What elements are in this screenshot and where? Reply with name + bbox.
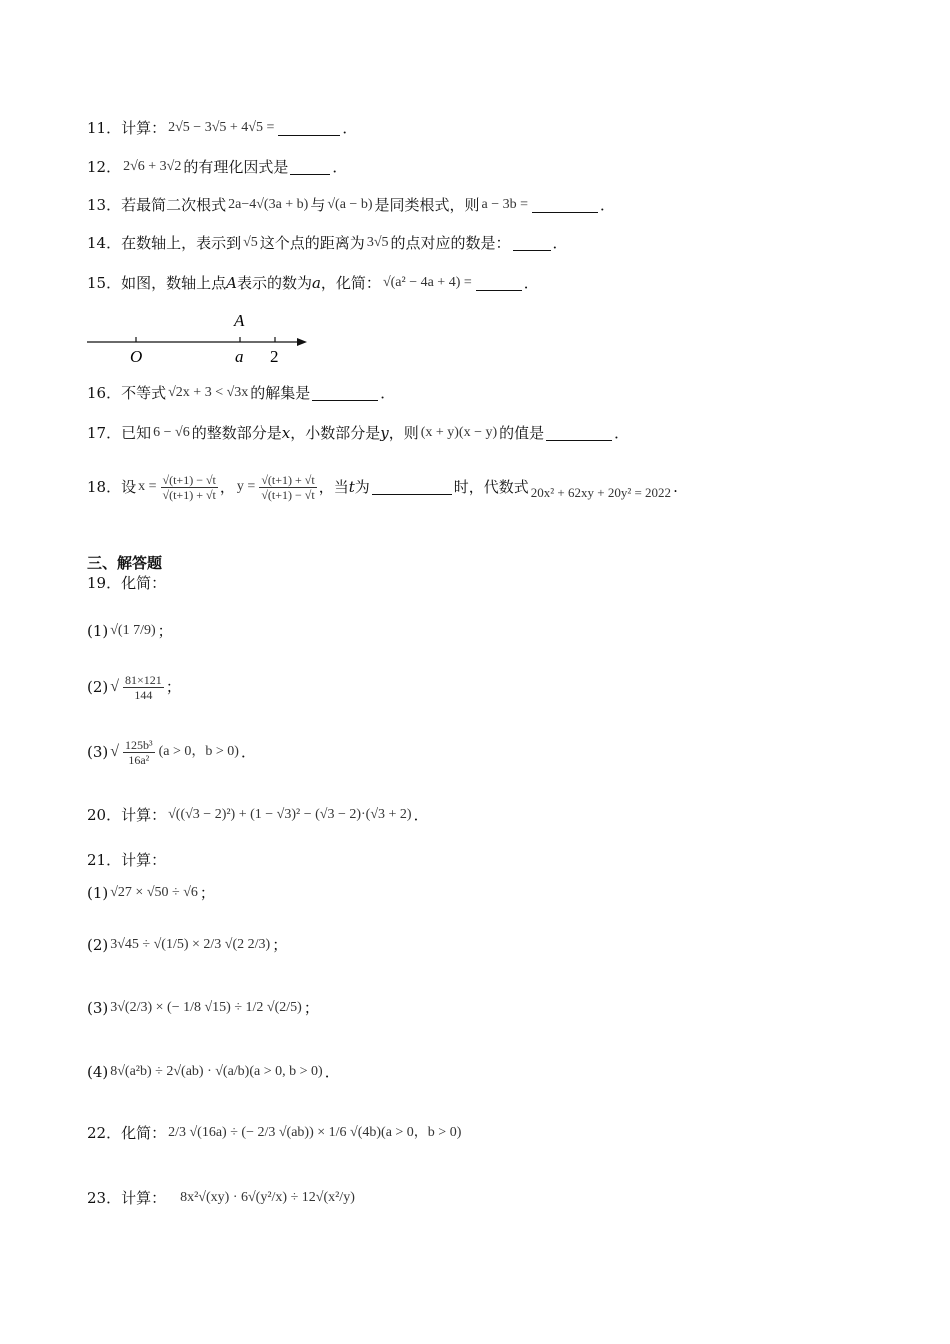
question-12: 12． 2√6 + 3√2 的有理化因式是 ． xyxy=(87,158,348,176)
q15-expression: √(a² − 4a + 4) = xyxy=(382,275,472,290)
q13-radical-1: 2a−4√(3a + b) xyxy=(228,197,309,212)
question-19: 19． 化简： xyxy=(87,574,167,592)
question-23: 23． 计算： 8x²√(xy) · 6√(y²/x) ÷ 12√(x²/y) xyxy=(87,1189,355,1207)
question-21-part-1: (1) √27 × √50 ÷ √6 ； xyxy=(87,884,215,902)
q21-3-expression: 3√(2/3) × (− 1/8 √15) ÷ 1/2 √(2/5) xyxy=(110,1000,302,1015)
q14-3sqrt5: 3√5 xyxy=(366,235,389,250)
q21-2-expression: 3√45 ÷ √(1/5) × 2/3 √(2 2/3) xyxy=(110,937,271,952)
q14-sqrt5: √5 xyxy=(243,235,258,250)
q18-y-fraction: $\frac{√(t+1) + √t}{√(t+1) - √t}$ xyxy=(261,472,315,502)
q19-3-fraction: $\frac{\text{125b³}}{\text{16a²}}$ xyxy=(125,737,153,767)
question-13: 13． 若最简二次根式 2a−4√(3a + b) 与 √(a − b) 是同类根式，则 a − 3b = ． xyxy=(87,196,616,214)
question-21: 21． 计算： xyxy=(87,851,167,869)
q23-expression: 8x²√(xy) · 6√(y²/x) ÷ 12√(x²/y) xyxy=(180,1190,355,1205)
question-15: 15． 如图，数轴上点 A 表示的数为 a ，化简： √(a² − 4a + 4) = ． xyxy=(87,274,539,292)
label-O: O xyxy=(130,347,143,366)
q21-4-expression: 8√(a²b) ÷ 2√(ab) · √(a/b)(a > 0, b > 0) xyxy=(110,1064,323,1079)
q12-expression: 2√6 + 3√2 xyxy=(123,159,182,174)
section-title: 三、解答题 xyxy=(87,554,163,572)
question-19-part-3: (3) √ $\frac{\text{125b³}}{\text{16a²}}$ (a > 0，b > 0) ． xyxy=(87,737,256,767)
q13-radical-2: √(a − b) xyxy=(327,197,373,212)
answer-blank[interactable] xyxy=(312,386,378,401)
question-21-part-4: (4) 8√(a²b) ÷ 2√(ab) · √(a/b)(a > 0, b > 0) ． xyxy=(87,1063,340,1081)
question-21-part-3: (3) 3√(2/3) × (− 1/8 √15) ÷ 1/2 √(2/5) ； xyxy=(87,999,319,1017)
q18-expression: 20x² + 62xy + 20y² = 2022 xyxy=(530,485,672,500)
label-A: A xyxy=(234,311,245,330)
q20-expression: √((√3 − 2)²) + (1 − √3)² − (√3 − 2)·(√3 + 2) xyxy=(168,807,412,822)
q18-x-fraction: $\frac{√(t+1) - √t}{√(t+1) + √t}$ xyxy=(162,472,216,502)
answer-blank[interactable] xyxy=(546,426,612,441)
q19-1-expression: √(1 7/9) xyxy=(110,623,156,638)
q21-1-expression: √27 × √50 ÷ √6 xyxy=(110,885,198,900)
question-20: 20． 计算： √((√3 − 2)²) + (1 − √3)² − (√3 − 2)·(√3 + 2) ． xyxy=(87,806,429,824)
label-2: 2 xyxy=(270,347,279,366)
label-a: a xyxy=(235,347,244,366)
question-19-part-1: (1) √(1 7/9) ； xyxy=(87,622,173,640)
question-14: 14． 在数轴上，表示到 √5 这个点的距离为 3√5 的点对应的数是： ． xyxy=(87,234,568,252)
q13-expression: a − 3b = xyxy=(481,197,529,212)
answer-blank[interactable] xyxy=(476,276,522,291)
answer-blank[interactable] xyxy=(290,160,330,175)
question-18: 18． 设 x = $\frac{√(t+1) - √t}{√(t+1) + √t}$ ， y = $\frac{√(t+1) + √t}{√(t+1) - √t}$ ，当 t 为 时，代数式 20x² + 62xy + 20y² = 2022 . xyxy=(87,470,678,504)
q19-2-fraction: $\frac{81\times 121}{144}$ xyxy=(125,672,162,702)
q17-expression: (x + y)(x − y) xyxy=(420,425,498,440)
answer-blank[interactable] xyxy=(372,480,452,495)
arrow-icon xyxy=(297,338,307,346)
answer-blank[interactable] xyxy=(532,198,598,213)
q17-number: 6 − √6 xyxy=(153,425,190,440)
question-19-part-2: (2) √ $\frac{81\times 121}{144}$ ； xyxy=(87,672,181,702)
question-17: 17． 已知 6 − √6 的整数部分是 x ，小数部分是 y ，则 (x + y)(x − y) 的值是 ． xyxy=(87,424,630,442)
answer-blank[interactable] xyxy=(278,121,340,136)
q16-inequality: √2x + 3 < √3x xyxy=(168,385,249,400)
answer-blank[interactable] xyxy=(513,236,551,251)
question-21-part-2: (2) 3√45 ÷ √(1/5) × 2/3 √(2 2/3) ； xyxy=(87,936,288,954)
q22-expression: 2/3 √(16a) ÷ (− 2/3 √(ab)) × 1/6 √(4b)(a > 0，b > 0) xyxy=(168,1125,462,1140)
question-16: 16． 不等式 √2x + 3 < √3x 的解集是 ． xyxy=(87,384,396,402)
question-11: 11． 计算： 2√5 − 3√5 + 4√5 = ． xyxy=(87,119,358,137)
number-line-figure xyxy=(85,310,325,370)
q11-expression: 2√5 − 3√5 + 4√5 = xyxy=(168,120,275,135)
question-22: 22． 化简： 2/3 √(16a) ÷ (− 2/3 √(ab)) × 1/6 √(4b)(a > 0，b > 0) xyxy=(87,1124,462,1142)
